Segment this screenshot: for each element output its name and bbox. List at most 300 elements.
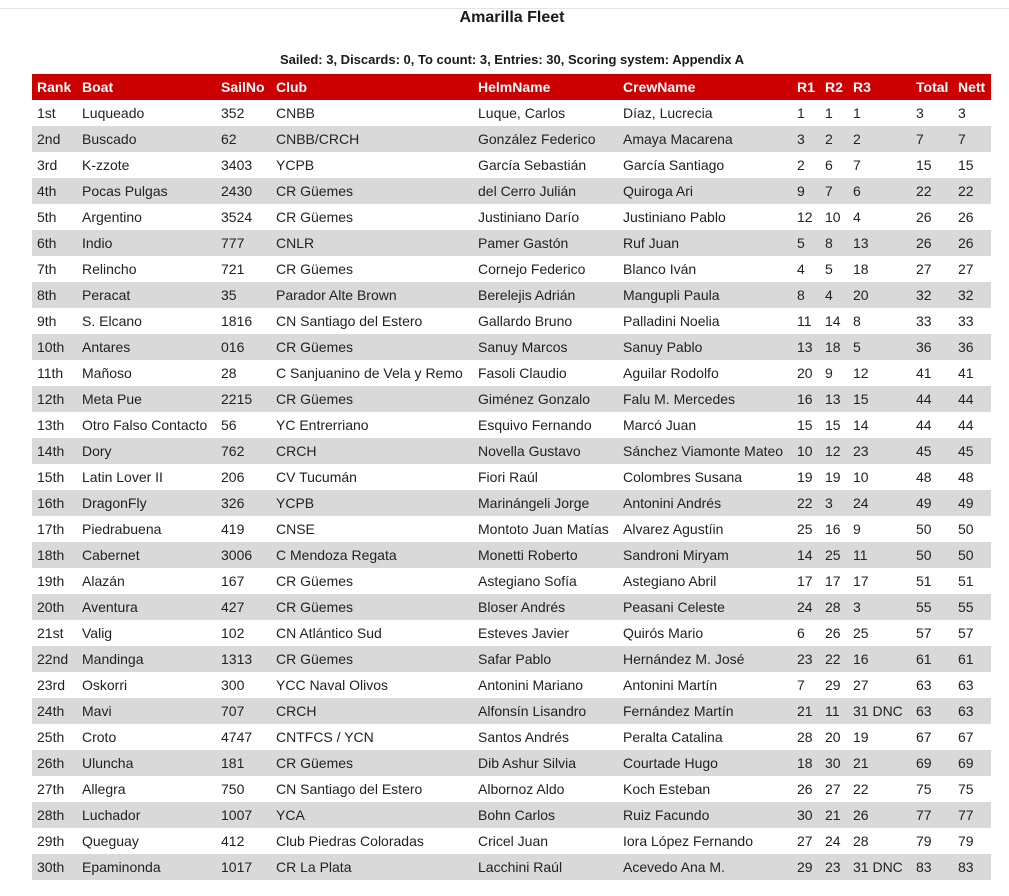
cell-nett: 50 [953,542,991,568]
cell-helm: Marinángeli Jorge [473,490,618,516]
header-row [32,74,991,100]
cell-crew: Justiniano Pablo [618,204,792,230]
cell-rank: 10th [32,334,77,360]
cell-r3: 2 [848,126,911,152]
cell-club: CNTFCS / YCN [271,724,473,750]
cell-sailno: 206 [216,464,271,490]
cell-nett: 48 [953,464,991,490]
cell-rank: 7th [32,256,77,282]
cell-sailno: 419 [216,516,271,542]
cell-total: 44 [911,412,953,438]
cell-sailno: 1816 [216,308,271,334]
cell-r3: 12 [848,360,911,386]
cell-boat: Queguay [77,828,216,854]
cell-boat: Cabernet [77,542,216,568]
cell-club: CRCH [271,698,473,724]
cell-rank: 16th [32,490,77,516]
cell-helm: Bohn Carlos [473,802,618,828]
cell-helm: Cricel Juan [473,828,618,854]
cell-crew: Ruiz Facundo [618,802,792,828]
cell-sailno: 56 [216,412,271,438]
cell-rank: 5th [32,204,77,230]
cell-r3: 18 [848,256,911,282]
cell-r1: 28 [792,724,820,750]
cell-helm: Sanuy Marcos [473,334,618,360]
cell-nett: 79 [953,828,991,854]
cell-crew: Amaya Macarena [618,126,792,152]
cell-nett: 45 [953,438,991,464]
cell-r1: 6 [792,620,820,646]
cell-sailno: 016 [216,334,271,360]
cell-helm: Cornejo Federico [473,256,618,282]
cell-total: 44 [911,386,953,412]
cell-rank: 22nd [32,646,77,672]
cell-r3: 10 [848,464,911,490]
table-row [32,490,991,516]
cell-boat: Latin Lover II [77,464,216,490]
cell-r1: 23 [792,646,820,672]
cell-r1: 16 [792,386,820,412]
cell-nett: 63 [953,698,991,724]
fleet-title: Amarilla Fleet [459,9,565,26]
cell-nett: 7 [953,126,991,152]
cell-boat: Alazán [77,568,216,594]
cell-total: 55 [911,594,953,620]
cell-nett: 36 [953,334,991,360]
cell-total: 63 [911,672,953,698]
cell-helm: Lacchini Raúl [473,854,618,880]
cell-sailno: 1007 [216,802,271,828]
cell-r2: 10 [820,204,848,230]
cell-boat: Valig [77,620,216,646]
cell-total: 83 [911,854,953,880]
cell-club: CR Güemes [271,334,473,360]
cell-rank: 30th [32,854,77,880]
cell-r3: 6 [848,178,911,204]
cell-crew: Mangupli Paula [618,282,792,308]
cell-nett: 83 [953,854,991,880]
cell-club: CN Santiago del Estero [271,776,473,802]
cell-boat: Meta Pue [77,386,216,412]
cell-helm: del Cerro Julián [473,178,618,204]
cell-helm: Luque, Carlos [473,100,618,126]
cell-boat: DragonFly [77,490,216,516]
series-summary: Sailed: 3, Discards: 0, To count: 3, Entries: 30, Scoring system: Appendix A [279,52,745,67]
cell-total: 49 [911,490,953,516]
column-header-rank: Rank [32,74,77,100]
cell-sailno: 4747 [216,724,271,750]
cell-r3: 23 [848,438,911,464]
cell-r3: 27 [848,672,911,698]
cell-r2: 6 [820,152,848,178]
cell-r3: 5 [848,334,911,360]
cell-nett: 3 [953,100,991,126]
cell-helm: Novella Gustavo [473,438,618,464]
cell-helm: Dib Ashur Silvia [473,750,618,776]
cell-nett: 26 [953,230,991,256]
cell-helm: Bloser Andrés [473,594,618,620]
cell-r1: 14 [792,542,820,568]
cell-crew: Iora López Fernando [618,828,792,854]
cell-r3: 28 [848,828,911,854]
cell-crew: Díaz, Lucrecia [618,100,792,126]
cell-club: CN Atlántico Sud [271,620,473,646]
cell-boat: Uluncha [77,750,216,776]
cell-club: YCA [271,802,473,828]
cell-sailno: 2430 [216,178,271,204]
cell-sailno: 1017 [216,854,271,880]
table-row [32,672,991,698]
cell-r1: 30 [792,802,820,828]
table-row [32,126,991,152]
table-row [32,594,991,620]
cell-crew: Hernández M. José [618,646,792,672]
cell-crew: Colombres Susana [618,464,792,490]
column-header-nett: Nett [953,74,991,100]
cell-rank: 24th [32,698,77,724]
cell-club: YCPB [271,152,473,178]
cell-r3: 20 [848,282,911,308]
cell-r2: 29 [820,672,848,698]
cell-sailno: 35 [216,282,271,308]
cell-total: 33 [911,308,953,334]
results-table [32,74,991,880]
cell-r3: 16 [848,646,911,672]
cell-r3: 7 [848,152,911,178]
cell-r2: 28 [820,594,848,620]
cell-r2: 25 [820,542,848,568]
cell-r1: 5 [792,230,820,256]
cell-total: 27 [911,256,953,282]
cell-club: CNLR [271,230,473,256]
cell-helm: Antonini Mariano [473,672,618,698]
cell-sailno: 3006 [216,542,271,568]
cell-rank: 29th [32,828,77,854]
cell-club: CR Güemes [271,568,473,594]
cell-r1: 7 [792,672,820,698]
table-row [32,100,991,126]
cell-sailno: 352 [216,100,271,126]
table-row [32,750,991,776]
column-header-r3: R3 [848,74,911,100]
cell-r3: 13 [848,230,911,256]
cell-r1: 17 [792,568,820,594]
cell-sailno: 777 [216,230,271,256]
cell-r2: 9 [820,360,848,386]
cell-club: YCPB [271,490,473,516]
column-header-club: Club [271,74,473,100]
cell-total: 22 [911,178,953,204]
cell-rank: 11th [32,360,77,386]
cell-total: 41 [911,360,953,386]
cell-crew: Ruf Juan [618,230,792,256]
cell-r2: 22 [820,646,848,672]
cell-r2: 12 [820,438,848,464]
cell-club: C Mendoza Regata [271,542,473,568]
cell-nett: 15 [953,152,991,178]
cell-rank: 17th [32,516,77,542]
cell-r1: 21 [792,698,820,724]
cell-sailno: 3524 [216,204,271,230]
cell-club: C Sanjuanino de Vela y Remo [271,360,473,386]
cell-r3: 8 [848,308,911,334]
column-header-r1: R1 [792,74,820,100]
cell-rank: 28th [32,802,77,828]
cell-crew: Antonini Andrés [618,490,792,516]
cell-club: CNBB [271,100,473,126]
cell-r2: 4 [820,282,848,308]
cell-nett: 55 [953,594,991,620]
cell-r2: 27 [820,776,848,802]
cell-total: 57 [911,620,953,646]
cell-r3: 17 [848,568,911,594]
cell-sailno: 762 [216,438,271,464]
cell-crew: Sandroni Miryam [618,542,792,568]
table-row [32,516,991,542]
cell-sailno: 1313 [216,646,271,672]
cell-r1: 22 [792,490,820,516]
cell-rank: 9th [32,308,77,334]
cell-club: CN Santiago del Estero [271,308,473,334]
cell-club: Parador Alte Brown [271,282,473,308]
cell-rank: 14th [32,438,77,464]
cell-rank: 21st [32,620,77,646]
column-header-total: Total [911,74,953,100]
cell-r3: 4 [848,204,911,230]
cell-sailno: 750 [216,776,271,802]
cell-crew: Quirós Mario [618,620,792,646]
cell-crew: Antonini Martín [618,672,792,698]
cell-sailno: 707 [216,698,271,724]
column-header-helm: HelmName [473,74,618,100]
cell-r1: 12 [792,204,820,230]
cell-boat: Dory [77,438,216,464]
cell-club: CR Güemes [271,594,473,620]
cell-r3: 11 [848,542,911,568]
cell-helm: Esquivo Fernando [473,412,618,438]
cell-club: CR Güemes [271,204,473,230]
cell-r2: 8 [820,230,848,256]
cell-boat: Epaminonda [77,854,216,880]
cell-nett: 41 [953,360,991,386]
cell-rank: 20th [32,594,77,620]
cell-rank: 26th [32,750,77,776]
cell-rank: 27th [32,776,77,802]
cell-r2: 30 [820,750,848,776]
cell-boat: Mandinga [77,646,216,672]
cell-club: CR Güemes [271,386,473,412]
cell-total: 77 [911,802,953,828]
cell-total: 26 [911,230,953,256]
table-row [32,854,991,880]
cell-r2: 14 [820,308,848,334]
cell-total: 3 [911,100,953,126]
cell-nett: 61 [953,646,991,672]
cell-rank: 6th [32,230,77,256]
cell-club: CR La Plata [271,854,473,880]
cell-crew: Quiroga Ari [618,178,792,204]
cell-r3: 9 [848,516,911,542]
cell-club: CR Güemes [271,646,473,672]
cell-r2: 21 [820,802,848,828]
cell-rank: 15th [32,464,77,490]
cell-boat: Buscado [77,126,216,152]
cell-crew: Koch Esteban [618,776,792,802]
cell-r2: 17 [820,568,848,594]
cell-boat: S. Elcano [77,308,216,334]
cell-r3: 25 [848,620,911,646]
cell-r1: 11 [792,308,820,334]
cell-r3: 15 [848,386,911,412]
cell-r3: 26 [848,802,911,828]
cell-total: 75 [911,776,953,802]
table-row [32,464,991,490]
cell-crew: Fernández Martín [618,698,792,724]
cell-rank: 4th [32,178,77,204]
cell-total: 48 [911,464,953,490]
cell-rank: 18th [32,542,77,568]
table-row [32,256,991,282]
cell-rank: 3rd [32,152,77,178]
cell-helm: Berelejis Adrián [473,282,618,308]
cell-club: YC Entrerriano [271,412,473,438]
cell-boat: Peracat [77,282,216,308]
cell-helm: Giménez Gonzalo [473,386,618,412]
cell-boat: Mañoso [77,360,216,386]
cell-r1: 24 [792,594,820,620]
cell-sailno: 300 [216,672,271,698]
cell-total: 50 [911,516,953,542]
cell-r2: 7 [820,178,848,204]
cell-r1: 1 [792,100,820,126]
cell-r1: 20 [792,360,820,386]
cell-total: 63 [911,698,953,724]
cell-helm: Montoto Juan Matías [473,516,618,542]
cell-r1: 2 [792,152,820,178]
cell-r1: 8 [792,282,820,308]
cell-r3: 31 DNC [848,698,911,724]
table-row [32,308,991,334]
table-row [32,646,991,672]
column-header-crew: CrewName [618,74,792,100]
cell-boat: Luqueado [77,100,216,126]
cell-r2: 19 [820,464,848,490]
cell-boat: Antares [77,334,216,360]
cell-helm: Santos Andrés [473,724,618,750]
cell-boat: Croto [77,724,216,750]
cell-r2: 11 [820,698,848,724]
cell-total: 67 [911,724,953,750]
cell-r2: 13 [820,386,848,412]
cell-r2: 15 [820,412,848,438]
cell-helm: Fiori Raúl [473,464,618,490]
cell-r3: 3 [848,594,911,620]
cell-boat: Indio [77,230,216,256]
cell-rank: 8th [32,282,77,308]
cell-crew: Palladini Noelia [618,308,792,334]
cell-crew: Sánchez Viamonte Mateo [618,438,792,464]
cell-r2: 5 [820,256,848,282]
cell-r1: 19 [792,464,820,490]
table-row [32,776,991,802]
column-header-r2: R2 [820,74,848,100]
cell-sailno: 28 [216,360,271,386]
table-row [32,412,991,438]
cell-r1: 26 [792,776,820,802]
cell-club: CV Tucumán [271,464,473,490]
table-row [32,334,991,360]
cell-total: 51 [911,568,953,594]
cell-boat: Luchador [77,802,216,828]
cell-r3: 14 [848,412,911,438]
cell-r2: 26 [820,620,848,646]
column-header-boat: Boat [77,74,216,100]
cell-helm: Alfonsín Lisandro [473,698,618,724]
table-row [32,230,991,256]
cell-total: 61 [911,646,953,672]
cell-r2: 18 [820,334,848,360]
cell-sailno: 326 [216,490,271,516]
cell-club: CNSE [271,516,473,542]
table-row [32,698,991,724]
cell-crew: Peralta Catalina [618,724,792,750]
cell-nett: 57 [953,620,991,646]
cell-nett: 44 [953,412,991,438]
cell-r3: 31 DNC [848,854,911,880]
cell-total: 69 [911,750,953,776]
cell-total: 26 [911,204,953,230]
cell-nett: 33 [953,308,991,334]
cell-boat: Relincho [77,256,216,282]
cell-r2: 2 [820,126,848,152]
cell-sailno: 62 [216,126,271,152]
cell-nett: 32 [953,282,991,308]
cell-total: 32 [911,282,953,308]
cell-boat: Argentino [77,204,216,230]
cell-boat: Piedrabuena [77,516,216,542]
cell-rank: 13th [32,412,77,438]
cell-nett: 44 [953,386,991,412]
cell-r1: 3 [792,126,820,152]
cell-rank: 2nd [32,126,77,152]
cell-rank: 25th [32,724,77,750]
cell-r1: 15 [792,412,820,438]
cell-crew: Blanco Iván [618,256,792,282]
cell-r2: 3 [820,490,848,516]
cell-total: 79 [911,828,953,854]
cell-crew: Astegiano Abril [618,568,792,594]
table-row [32,438,991,464]
cell-nett: 51 [953,568,991,594]
cell-crew: Acevedo Ana M. [618,854,792,880]
column-header-sailno: SailNo [216,74,271,100]
cell-r1: 29 [792,854,820,880]
cell-sailno: 102 [216,620,271,646]
table-row [32,568,991,594]
cell-nett: 69 [953,750,991,776]
cell-boat: K-zzote [77,152,216,178]
cell-club: CR Güemes [271,256,473,282]
cell-helm: Fasoli Claudio [473,360,618,386]
cell-crew: Alvarez Agustíin [618,516,792,542]
cell-r1: 10 [792,438,820,464]
cell-r2: 20 [820,724,848,750]
results-header [32,74,991,100]
cell-rank: 12th [32,386,77,412]
cell-nett: 49 [953,490,991,516]
table-row [32,724,991,750]
cell-r1: 25 [792,516,820,542]
